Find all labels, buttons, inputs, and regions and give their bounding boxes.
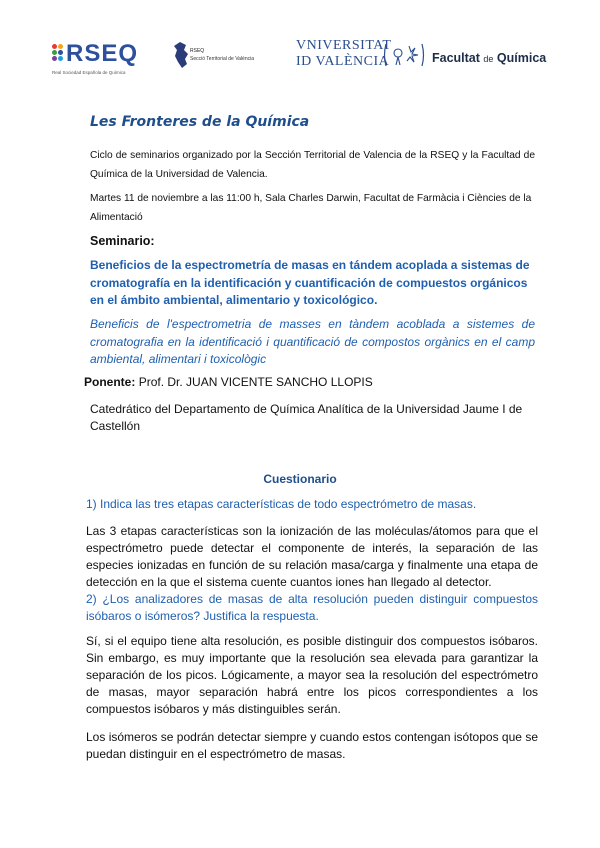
seminar-title-valencian: Beneficis de l'espectrometria de masses en tàndem acoblada a sistemes de cromatografia en la identificació i quantificació de compostos orgànics en el camp ambiental, alimentari i toxicològic: [90, 317, 535, 366]
seminar-title-spanish: Beneficios de la espectrometría de masas en tándem acoplada a sistemas de cromatografía en la identificación y cuantificación de compuestos orgánicos en el ámbito ambiental, alimentario y toxicológico.: [90, 258, 530, 307]
section-logo: [172, 42, 272, 72]
faculty-de: de: [483, 54, 494, 64]
faculty-word: Facultat: [432, 51, 480, 65]
speaker-role: Catedrático del Departamento de Química Analítica de la Universidad Jaume I de Castellón: [90, 402, 523, 433]
rseq-subtitle: Real Sociedad Española de Química: [52, 70, 126, 75]
document-title: Les Fronteres de la Química: [90, 114, 310, 130]
questionnaire-title: Cuestionario: [263, 472, 337, 486]
faculty-logo: [432, 51, 546, 65]
question-1: 1) Indica las tres etapas características de todo espectrómetro de masas.: [86, 497, 477, 511]
uv-line-2: ID VALÈNCIA: [296, 54, 390, 69]
answer-2: Sí, si el equipo tiene alta resolución, es posible distinguir dos compuestos isóbaros. Sin embargo, es muy importante que la resolución sea elevada para garantizar la separación de los picos. Lógicamente, a mayor sea la resolución del espectrómetro de masas, mayor separación habrá entre los picos correspondientes a los compuestos isóbaros y más distinguibles serán.: [86, 634, 538, 716]
speaker-name: Prof. Dr. JUAN VICENTE SANCHO LLOPIS: [138, 375, 373, 389]
valencia-map-icon: [172, 42, 192, 68]
seminar-label: Seminario:: [90, 234, 155, 248]
speaker-label: Ponente:: [84, 375, 136, 389]
section-subtitle: Secció Territorial de València: [190, 56, 255, 62]
answer-2-continued: Los isómeros se podrán detectar siempre y cuando estos contengan isótopos que se puedan distinguir en el espectrómetro de masas.: [86, 730, 538, 761]
date-place: Martes 11 de noviembre a las 11:00 h, Sala Charles Darwin, Facultat de Farmàcia i Ciències de la Alimentació: [90, 193, 532, 223]
uv-emblem-icon: [382, 40, 426, 70]
intro-paragraph: Ciclo de seminarios organizado por la Sección Territorial de Valencia de la RSEQ y la Facultad de Química de la Universidad de Valencia.: [90, 150, 535, 180]
faculty-quimica: Química: [496, 51, 547, 65]
uv-logo: [296, 38, 391, 72]
section-acronym: RSEQ: [190, 48, 205, 54]
question-2: 2) ¿Los analizadores de masas de alta resolución pueden distinguir compuestos isóbaros o isómeros? Justifica la respuesta.: [86, 592, 538, 623]
answer-1: Las 3 etapas características son la ionización de las moléculas/átomos para que el espectrómetro puede detectar el componente de interés, la separación de las especies ionizadas en función de su relación masa/carga y finalmente una etapa de detección en la que el sistema cuente cuantos iones han llegado al detector.: [86, 524, 538, 589]
rseq-wordmark: RSEQ: [66, 40, 139, 67]
rseq-logo: [52, 38, 162, 78]
speaker-line: [84, 375, 373, 389]
rseq-dots-icon: [52, 44, 66, 66]
uv-line-1: VNIVERSITAT: [296, 38, 392, 53]
